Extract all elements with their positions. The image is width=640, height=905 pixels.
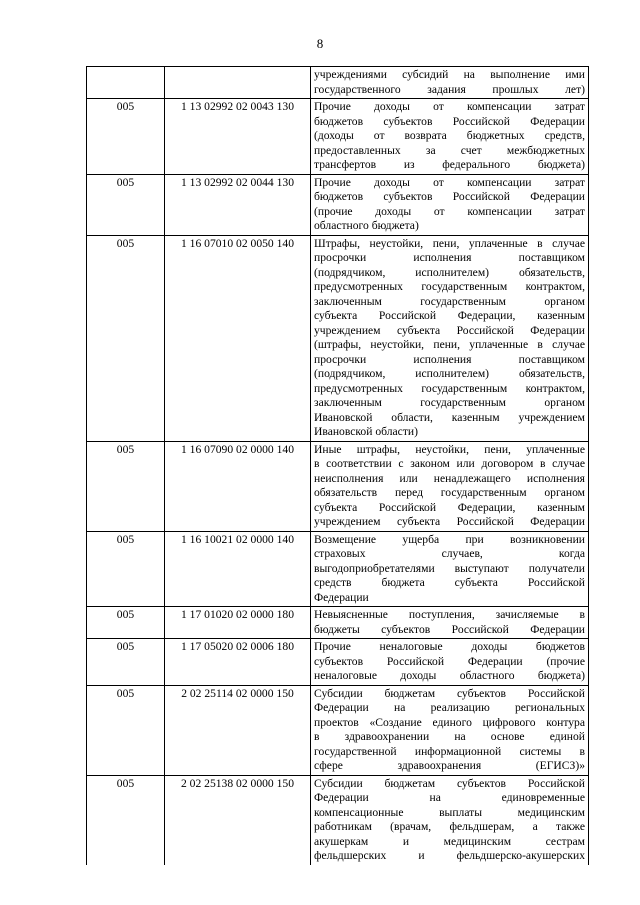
description-line: Прочие доходы от компенсации затрат (314, 175, 585, 189)
description-line: Прочие доходы от компенсации затрат (314, 100, 585, 113)
description-line: страховых случаев, когда (314, 547, 585, 560)
budget-classification-code-cell: 1 16 10021 02 0000 140 (165, 531, 311, 607)
table-row (87, 639, 589, 686)
table-row (87, 775, 589, 865)
description-line: Ивановской области, казенным учреждением (314, 410, 585, 424)
description-line: проектов «Создание единого цифрового контура (314, 715, 585, 729)
table-row (87, 67, 589, 99)
description-line: Субсидии бюджетам субъектов Российской (314, 776, 585, 790)
description-line: обязательств перед государственным органом (314, 486, 585, 499)
description-line: Иные штрафы, неустойки, пени, уплаченные (314, 442, 585, 456)
description-line: Субсидии бюджетам субъектов Российской (314, 686, 585, 700)
table-row (87, 531, 589, 607)
revenue-description-cell (311, 99, 589, 175)
table-row (87, 441, 589, 531)
description-line: работникам (врачам, фельдшерам, а также (314, 820, 585, 833)
description-line: заключенным государственным органом (314, 294, 585, 308)
description-line: (подрядчиком, исполнителем) обязательств, (314, 367, 585, 380)
description-line: акушеркам и медицинским сестрам (314, 834, 585, 848)
description-line: трансфертов из федерального бюджета) (314, 158, 585, 171)
budget-classification-code-cell: 1 16 07090 02 0000 140 (165, 441, 311, 531)
description-line: субъекта Российской Федерации, казенным (314, 500, 585, 514)
description-line: государственной информационной системы в (314, 744, 585, 758)
revenue-description-cell (311, 441, 589, 531)
budget-classification-code-cell: 1 17 01020 02 0000 180 (165, 607, 311, 639)
description-line: субъектов Российской Федерации (прочие (314, 654, 585, 668)
description-line: областного бюджета) (314, 219, 419, 232)
description-line: средств бюджета субъекта Российской (314, 576, 585, 589)
admin-code-cell: 005 (87, 174, 165, 235)
description-line: учреждениями субсидий на выполнение ими (314, 68, 585, 81)
table-row (87, 685, 589, 775)
page-number: 8 (316, 36, 324, 51)
admin-code-cell: 005 (87, 99, 165, 175)
admin-code-cell: 005 (87, 441, 165, 531)
table-row (87, 174, 589, 235)
description-line: Невыясненные поступления, зачисляемые в (314, 608, 585, 621)
description-line: (доходы от возврата бюджетных средств, (314, 129, 585, 142)
description-line: Возмещение ущерба при возникновении (314, 532, 585, 546)
budget-classification-code-cell: 1 17 05020 02 0006 180 (165, 639, 311, 686)
revenue-description-cell (311, 67, 589, 99)
admin-code-cell: 005 (87, 685, 165, 775)
budget-codes-table (86, 66, 589, 865)
budget-classification-code-cell (165, 67, 311, 99)
description-line: Федерации на реализацию региональных (314, 701, 585, 714)
description-line: сфере здравоохранения (ЕГИСЗ)» (314, 759, 585, 772)
budget-classification-code-cell: 1 13 02992 02 0043 130 (165, 99, 311, 175)
description-line: предусмотренных государственным контрактом, (314, 381, 585, 395)
table-row (87, 99, 589, 175)
description-line: неисполнения или ненадлежащего исполнения (314, 471, 585, 485)
description-line: выгодоприобретателями выступают получатели (314, 561, 585, 575)
admin-code-cell: 005 (87, 531, 165, 607)
admin-code-cell: 005 (87, 639, 165, 686)
description-line: просрочки исполнения поставщиком (314, 352, 585, 366)
description-line: предусмотренных государственным контрактом, (314, 280, 585, 293)
description-line: (подрядчиком, исполнителем) обязательств, (314, 265, 585, 279)
description-line: бюджеты субъектов Российской Федерации (314, 622, 585, 636)
budget-classification-code-cell: 2 02 25138 02 0000 150 (165, 775, 311, 865)
description-line: государственного задания прошлых лет) (314, 82, 585, 96)
revenue-description-cell (311, 775, 589, 865)
table-row (87, 235, 589, 441)
admin-code-cell: 005 (87, 607, 165, 639)
table-row (87, 607, 589, 639)
description-line: Федерации на единовременные (314, 791, 585, 804)
description-line: фельдшерских и фельдшерско-акушерских (314, 849, 585, 862)
description-line: в здравоохранении на основе единой (314, 730, 585, 743)
admin-code-cell: 005 (87, 775, 165, 865)
revenue-description-cell (311, 531, 589, 607)
description-line: (штрафы, неустойки, пени, уплаченные в случае (314, 338, 585, 351)
description-line: предоставленных за счет межбюджетных (314, 143, 585, 157)
description-line: (прочие доходы от компенсации затрат (314, 204, 585, 218)
description-line: субъекта Российской Федерации, казенным (314, 309, 585, 322)
description-line: учреждением субъекта Российской Федерации (314, 323, 585, 337)
admin-code-cell: 005 (87, 235, 165, 441)
admin-code-cell (87, 67, 165, 99)
revenue-description-cell (311, 607, 589, 639)
revenue-description-cell (311, 685, 589, 775)
description-line: Штрафы, неустойки, пени, уплаченные в случае (314, 236, 585, 250)
description-line: компенсационные выплаты медицинским (314, 805, 585, 819)
description-line: учреждением субъекта Российской Федерации (314, 515, 585, 528)
description-line: заключенным государственным органом (314, 396, 585, 409)
revenue-description-cell (311, 174, 589, 235)
description-line: бюджетов субъектов Российской Федерации (314, 114, 585, 128)
revenue-description-cell (311, 235, 589, 441)
description-line: неналоговые доходы областного бюджета) (314, 669, 585, 682)
description-line: бюджетов субъектов Российской Федерации (314, 190, 585, 203)
budget-classification-code-cell: 1 13 02992 02 0044 130 (165, 174, 311, 235)
description-line: просрочки исполнения поставщиком (314, 251, 585, 264)
revenue-description-cell (311, 639, 589, 686)
budget-classification-code-cell: 1 16 07010 02 0050 140 (165, 235, 311, 441)
description-line: Прочие неналоговые доходы бюджетов (314, 640, 585, 653)
description-line: Федерации (314, 590, 369, 604)
budget-classification-code-cell: 2 02 25114 02 0000 150 (165, 685, 311, 775)
description-line: Ивановской области) (314, 425, 418, 438)
description-line: в соответствии с законом или договором в случае (314, 457, 585, 470)
